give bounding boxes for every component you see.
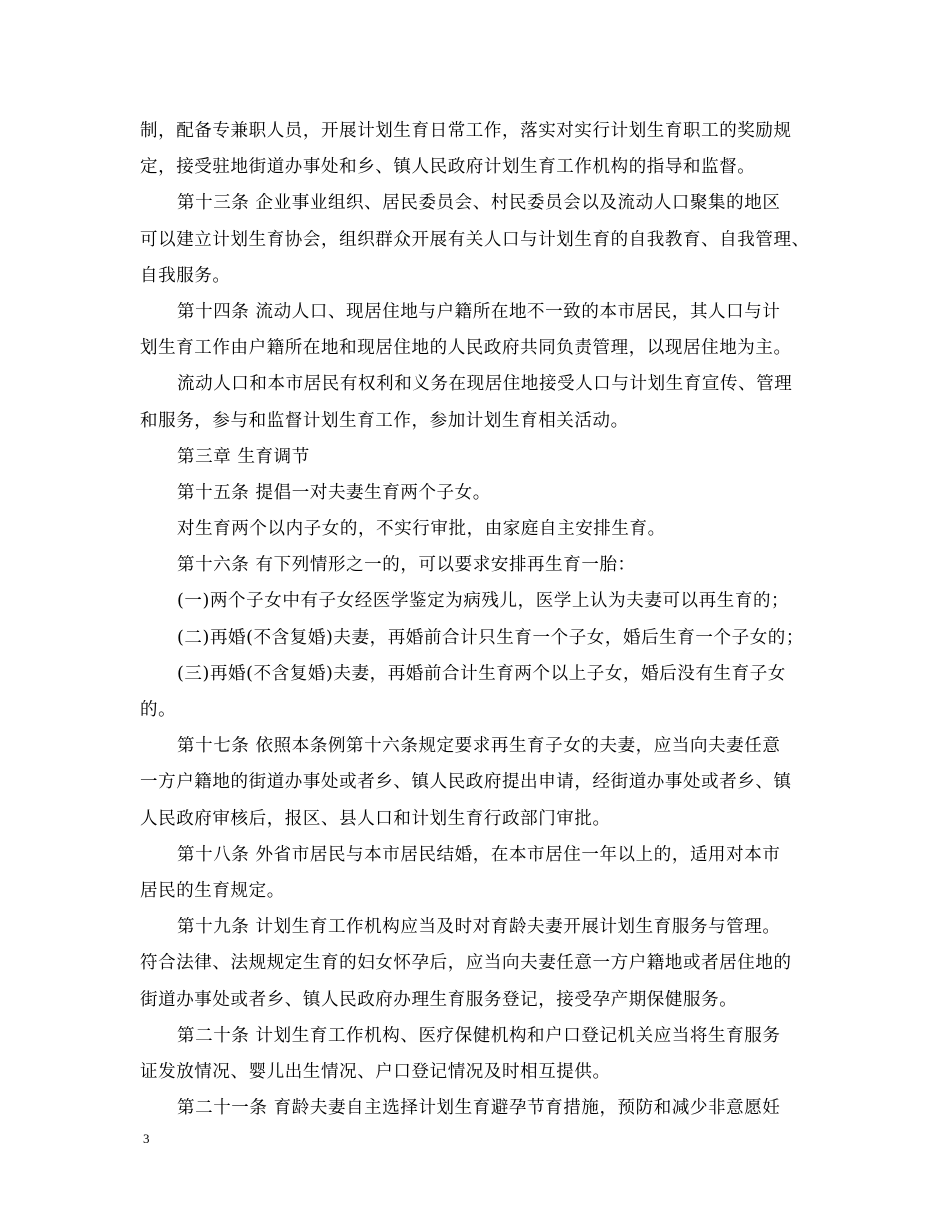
text-line: 的。 xyxy=(140,700,177,720)
text-line: 第三章 生育调节 xyxy=(177,446,310,467)
text-line: 可以建立计划生育协会，组织群众开展有关人口与计划生育的自我教育、自我管理、 xyxy=(140,229,810,250)
text-line: 第十四条 流动人口、现居住地与户籍所在地不一致的本市居民，其人口与计 xyxy=(177,301,781,322)
document-body xyxy=(140,113,830,1126)
text-line: 证发放情况、婴儿出生情况、户口登记情况及时相互提供。 xyxy=(140,1061,611,1082)
text-line: 定，接受驻地街道办事处和乡、镇人民政府计划生育工作机构的指导和监督。 xyxy=(140,157,756,178)
text-line: 第十七条 依照本条例第十六条规定要求再生育子女的夫妻，应当向夫妻任意 xyxy=(177,736,781,757)
text-line: 第十三条 企业事业组织、居民委员会、村民委员会以及流动人口聚集的地区 xyxy=(177,193,781,214)
text-line: 第十六条 有下列情形之一的，可以要求安排再生育一胎： xyxy=(177,555,636,576)
text-line: 一方户籍地的街道办事处或者乡、镇人民政府提出申请，经街道办事处或者乡、镇 xyxy=(140,772,792,793)
text-line: 划生育工作由户籍所在地和现居住地的人民政府共同负责管理，以现居住地为主。 xyxy=(140,338,792,359)
text-line: 居民的生育规定。 xyxy=(140,880,285,901)
text-line: 和服务，参与和监督计划生育工作，参加计划生育相关活动。 xyxy=(140,410,629,431)
text-line: 第十八条 外省市居民与本市居民结婚，在本市居住一年以上的，适用对本市 xyxy=(177,844,781,865)
page-number: 3 xyxy=(143,1131,150,1146)
text-line: 对生育两个以内子女的，不实行审批，由家庭自主安排生育。 xyxy=(177,519,666,540)
text-line: (二)再婚(不含复婚)夫妻，再婚前合计只生育一个子女，婚后生育一个子女的； xyxy=(177,627,805,648)
text-line: (一)两个子女中有子女经医学鉴定为病残儿，医学上认为夫妻可以再生育的； xyxy=(177,591,790,612)
text-line: 流动人口和本市居民有权利和义务在现居住地接受人口与计划生育宣传、管理 xyxy=(177,374,793,395)
text-line: 第十五条 提倡一对夫妻生育两个子女。 xyxy=(177,482,491,503)
text-line: 第二十一条 育龄夫妻自主选择计划生育避孕节育措施，预防和减少非意愿妊 xyxy=(177,1098,781,1119)
text-line: 第二十条 计划生育工作机构、医疗保健机构和户口登记机关应当将生育服务 xyxy=(177,1025,781,1046)
text-line: (三)再婚(不含复婚)夫妻，再婚前合计生育两个以上子女，婚后没有生育子女 xyxy=(177,663,786,684)
text-line: 街道办事处或者乡、镇人民政府办理生育服务登记，接受孕产期保健服务。 xyxy=(140,989,738,1010)
text-line: 符合法律、法规规定生育的妇女怀孕后，应当向夫妻任意一方户籍地或者居住地的 xyxy=(140,953,792,974)
text-line: 人民政府审核后，报区、县人口和计划生育行政部门审批。 xyxy=(140,808,611,829)
text-line: 自我服务。 xyxy=(140,265,231,286)
text-line: 制，配备专兼职人员，开展计划生育日常工作，落实对实行计划生育职工的奖励规 xyxy=(140,121,792,141)
text-line: 第十九条 计划生育工作机构应当及时对育龄夫妻开展计划生育服务与管理。 xyxy=(177,917,781,938)
